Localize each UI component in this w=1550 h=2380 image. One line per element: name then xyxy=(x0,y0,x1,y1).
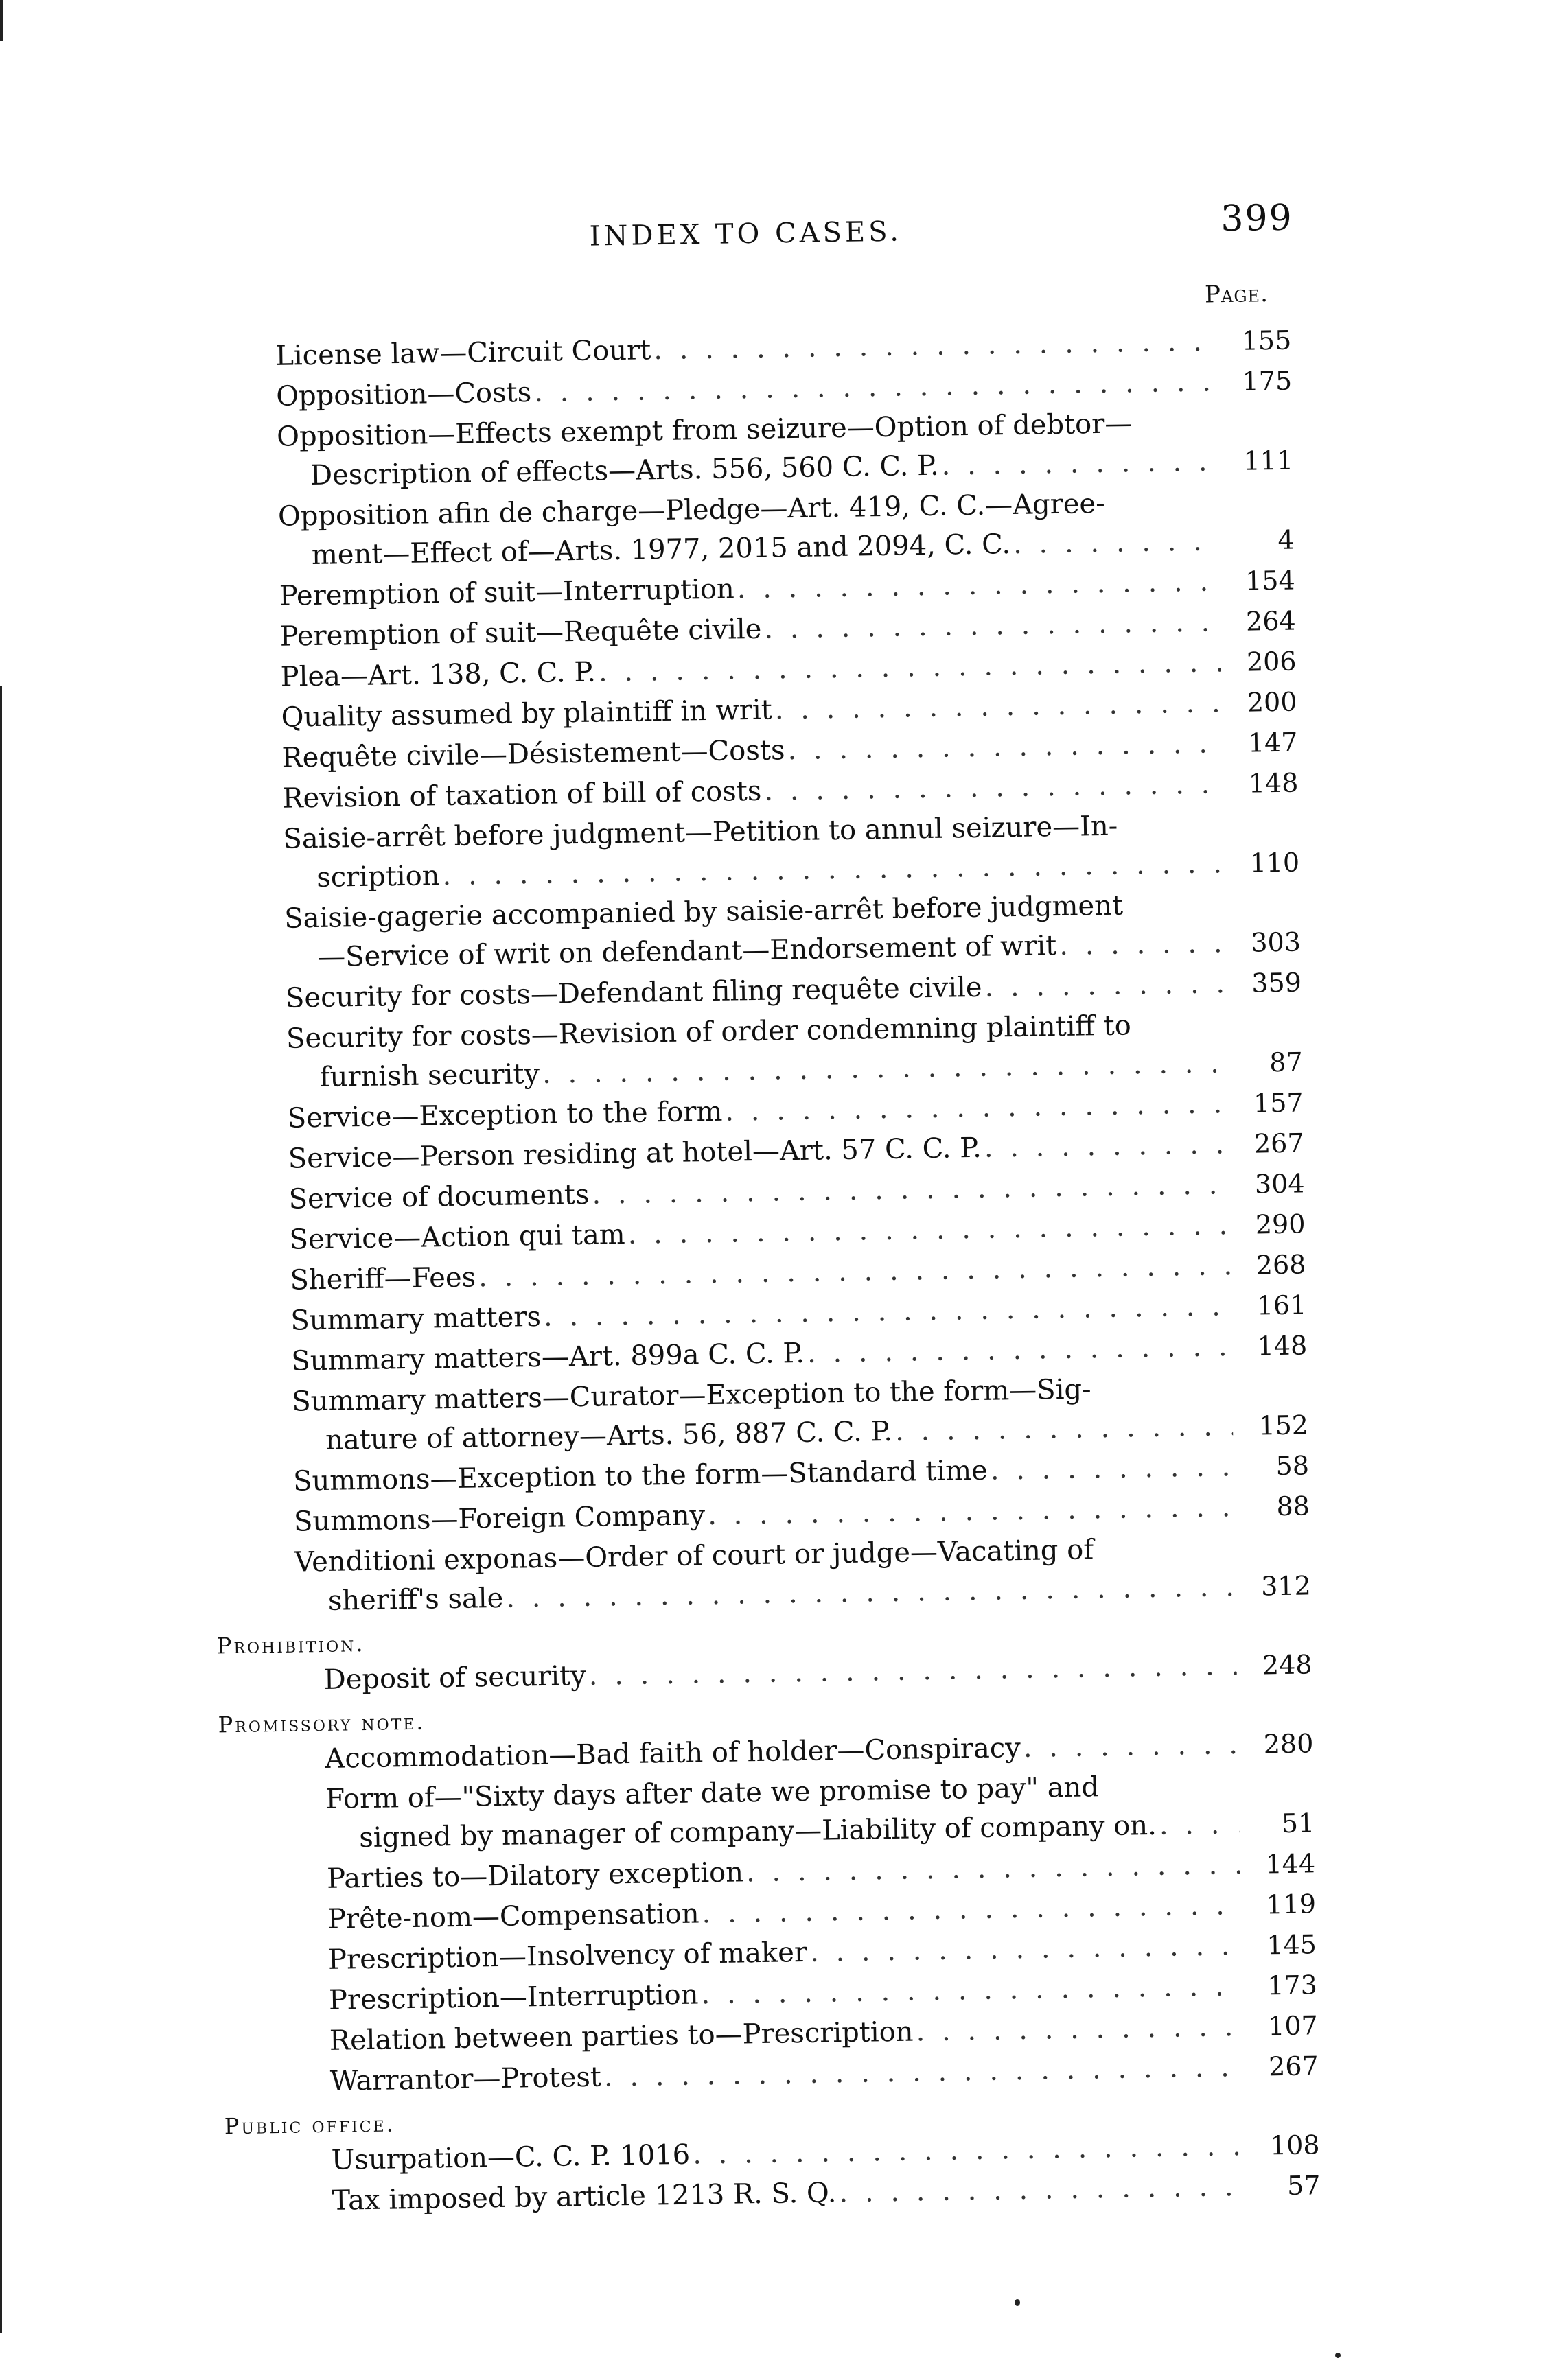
ink-speck xyxy=(1015,2299,1020,2306)
entry-page-number: 152 xyxy=(1258,1410,1309,1441)
dot-leader xyxy=(1013,522,1220,564)
entry-line-text: Saisie-gagerie accompanied by saisie-arrêt before judgment xyxy=(284,889,1124,935)
index-list xyxy=(216,321,1321,2223)
entry-line-text: —Service of writ on defendant—Endorsement of writ xyxy=(317,930,1057,973)
entry-page-number: 144 xyxy=(1265,1848,1316,1880)
index-entry xyxy=(284,883,1302,977)
page-column-heading: Page. xyxy=(1204,280,1269,309)
dot-leader xyxy=(774,684,1222,730)
entry-text xyxy=(286,1005,1228,1098)
index-entry xyxy=(278,482,1295,576)
scan-edge-mark xyxy=(0,0,3,41)
entry-line-text: Description of effects—Arts. 556, 560 C. C. P. xyxy=(310,450,939,492)
entry-line-text: Summons—Exception to the form—Standard time xyxy=(292,1454,988,1497)
entry-page-number: 290 xyxy=(1255,1209,1306,1240)
entry-text xyxy=(298,1766,1240,1859)
entry-page-number: 88 xyxy=(1276,1491,1310,1522)
entry-page-number: 108 xyxy=(1269,2130,1320,2161)
entry-page-number: 248 xyxy=(1262,1649,1312,1681)
dot-leader xyxy=(764,765,1223,810)
index-entry xyxy=(283,804,1300,898)
entry-page-number: 154 xyxy=(1245,565,1296,596)
dot-leader xyxy=(1023,1725,1238,1768)
ink-speck xyxy=(1335,2353,1341,2358)
entry-line-text: Usurpation—C. C. P. 1016 xyxy=(331,2138,691,2176)
dot-leader xyxy=(807,1327,1232,1373)
index-sections xyxy=(216,1612,1321,2221)
entry-page-number: 51 xyxy=(1281,1808,1315,1839)
entry-page-number: 267 xyxy=(1268,2051,1319,2082)
entry-line-text: Summary matters—Curator—Exception to the form—Sig- xyxy=(291,1373,1091,1418)
entry-line-text: Venditioni exponas—Order of court or judge—Vacating of xyxy=(294,1534,1094,1578)
entry-page-number: 200 xyxy=(1247,686,1297,718)
entry-page-number: 111 xyxy=(1243,445,1294,476)
entry-line-text: Requête civile—Désistement—Costs xyxy=(281,734,785,774)
entry-line-text: Quality assumed by plaintiff in writ xyxy=(281,694,773,734)
entry-page-number: 110 xyxy=(1249,847,1300,878)
entry-line-text: Warrantor—Protest xyxy=(329,2061,602,2097)
entry-line-text: License law—Circuit Court xyxy=(275,334,651,372)
entry-page-number: 173 xyxy=(1266,1970,1318,2001)
entry-page-number: 312 xyxy=(1260,1570,1312,1602)
entry-line-text: Plea—Art. 138, C. C. P. xyxy=(280,656,597,693)
section-heading: Public office. xyxy=(224,2110,396,2140)
entry-page-number: 303 xyxy=(1251,926,1302,958)
section-entries xyxy=(297,1724,1319,2101)
entry-line-text: sheriff's sale xyxy=(327,1582,504,1617)
entry-line-text: Accommodation—Bad faith of holder—Conspiracy xyxy=(325,1732,1021,1775)
entry-page-number: 58 xyxy=(1275,1450,1310,1482)
dot-leader xyxy=(653,322,1216,370)
entry-page-number: 267 xyxy=(1253,1128,1304,1159)
dot-leader xyxy=(787,724,1223,770)
entry-page-number: 304 xyxy=(1254,1168,1305,1200)
entry-page-number: 57 xyxy=(1286,2170,1321,2202)
entry-line-text: Service of documents xyxy=(288,1178,590,1215)
entry-page-number: 4 xyxy=(1277,524,1295,555)
entry-page-number: 206 xyxy=(1246,646,1297,677)
entry-line-text: Peremption of suit—Interruption xyxy=(279,573,735,612)
entry-line-text: Relation between parties to—Prescription xyxy=(329,2016,914,2057)
dot-leader xyxy=(916,2007,1242,2051)
entry-line-text: Peremption of suit—Requête civile xyxy=(279,613,762,653)
entry-line-text: Security for costs—Revision of order condemning plaintiff to xyxy=(286,1010,1132,1055)
entry-page-number: 161 xyxy=(1256,1290,1307,1321)
entry-page-number: 264 xyxy=(1245,605,1296,637)
dot-leader xyxy=(708,1488,1235,1535)
scan-edge-mark xyxy=(0,686,2,2333)
dot-leader xyxy=(693,2127,1245,2175)
entry-line-text: Summons—Foreign Company xyxy=(293,1500,706,1538)
entry-line-text: Revision of taxation of bill of costs xyxy=(282,775,762,815)
entry-line-text: Summary matters—Art. 899a C. C. P. xyxy=(291,1337,805,1377)
entry-line-text: Sheriff—Fees xyxy=(290,1261,476,1296)
entry-text xyxy=(283,805,1225,898)
entry-text xyxy=(278,482,1220,576)
page-number: 399 xyxy=(1220,197,1294,240)
entry-line-text: Form of—"Sixty days after date we promise to pay" and xyxy=(325,1771,1100,1815)
entry-line-text: Summary matters xyxy=(290,1300,542,1337)
dot-leader xyxy=(895,1407,1234,1451)
index-entry xyxy=(298,1764,1315,1858)
dot-leader xyxy=(1159,1805,1239,1845)
entry-page-number: 148 xyxy=(1248,767,1299,799)
entry-page-number: 155 xyxy=(1241,325,1292,356)
dot-leader xyxy=(1059,924,1226,966)
entry-line-text: nature of attorney—Arts. 56, 887 C. C. P. xyxy=(325,1415,893,1456)
entry-line-text: Saisie-arrêt before judgment—Petition to annul seizure—In- xyxy=(283,810,1118,855)
entry-line-text: signed by manager of company—Liability of company on. xyxy=(358,1809,1157,1854)
dot-leader xyxy=(764,603,1221,649)
entry-text xyxy=(284,885,1226,978)
running-header-title: INDEX TO CASES. xyxy=(589,215,903,253)
index-entry xyxy=(292,1366,1309,1460)
entry-line-text: Service—Action qui tam xyxy=(289,1218,626,1256)
dot-leader xyxy=(984,964,1226,1007)
entry-line-text: Security for costs—Defendant filing requête civile xyxy=(285,971,982,1014)
entry-line-text: Prescription—Interruption xyxy=(328,1979,699,2016)
dot-leader xyxy=(990,1447,1234,1491)
index-entry xyxy=(277,402,1294,496)
entry-line-text: Prête-nom—Compensation xyxy=(327,1898,699,1935)
dot-leader xyxy=(745,1845,1240,1892)
entry-page-number: 145 xyxy=(1266,1929,1317,1961)
dot-leader xyxy=(941,442,1218,485)
index-entries xyxy=(275,321,1311,1622)
entry-text xyxy=(292,1368,1234,1461)
entry-line-text: scription xyxy=(316,860,440,894)
dot-leader xyxy=(984,1125,1229,1168)
entry-page-number: 107 xyxy=(1267,2010,1319,2042)
entry-page-number: 157 xyxy=(1253,1087,1304,1119)
entry-page-number: 148 xyxy=(1257,1330,1308,1362)
index-entry xyxy=(286,1003,1304,1097)
dot-leader xyxy=(603,2048,1243,2097)
dot-leader xyxy=(810,1926,1242,1972)
entry-text xyxy=(294,1528,1236,1622)
entry-line-text: Service—Exception to the form xyxy=(287,1095,723,1134)
index-entry xyxy=(294,1527,1312,1621)
entry-line-text: Opposition—Effects exempt from seizure—Option of debtor— xyxy=(276,408,1133,453)
entry-line-text: ment—Effect of—Arts. 1977, 2015 and 2094, C. C. xyxy=(311,528,1011,572)
entry-line-text: furnish security xyxy=(319,1058,540,1093)
section-heading: Prohibition. xyxy=(216,1631,365,1659)
entry-page-number: 175 xyxy=(1242,365,1293,397)
entry-page-number: 359 xyxy=(1251,967,1302,999)
dot-leader xyxy=(737,562,1220,609)
entry-line-text: Prescription—Insolvency of maker xyxy=(327,1936,808,1976)
section-entries xyxy=(303,2125,1321,2221)
entry-page-number: 147 xyxy=(1247,727,1298,758)
dot-leader xyxy=(701,1967,1242,2014)
entry-text xyxy=(277,403,1218,496)
entry-page-number: 87 xyxy=(1269,1047,1304,1078)
entry-line-text: Opposition afin de charge—Pledge—Art. 419, C. C.—Agree- xyxy=(277,487,1106,533)
entry-line-text: Deposit of security xyxy=(323,1659,587,1696)
section-heading: Promissory note. xyxy=(218,1708,426,1738)
entry-line-text: Parties to—Dilatory exception xyxy=(326,1856,744,1895)
entry-page-number: 119 xyxy=(1266,1889,1317,1920)
dot-leader xyxy=(725,1084,1228,1131)
dot-leader xyxy=(839,2167,1245,2213)
entry-line-text: Service—Person residing at hotel—Art. 57 C. C. P. xyxy=(288,1132,982,1175)
dot-leader xyxy=(702,1886,1240,1933)
entry-line-text: Tax imposed by article 1213 R. S. Q. xyxy=(332,2177,837,2217)
entry-page-number: 268 xyxy=(1256,1249,1306,1281)
entry-line-text: Opposition—Costs xyxy=(275,376,532,412)
entry-page-number: 280 xyxy=(1263,1728,1314,1760)
